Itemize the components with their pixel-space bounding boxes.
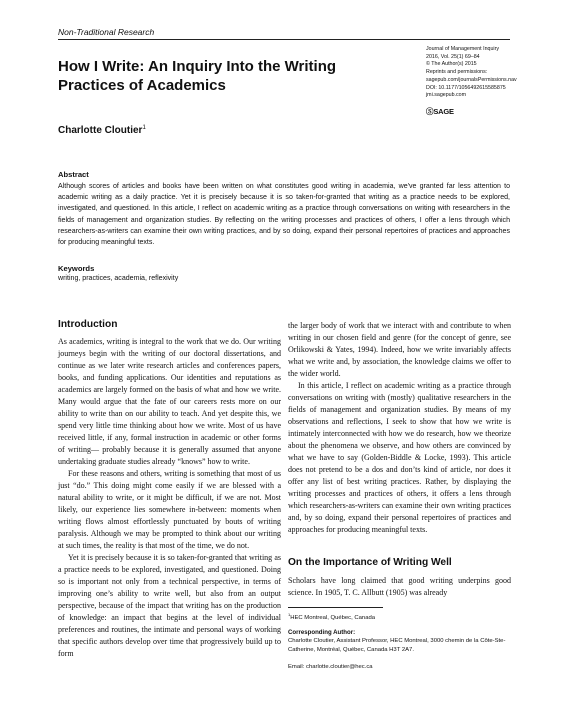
sage-logo [426, 106, 454, 117]
sage-logo-icon: Ⓢ [426, 107, 434, 116]
journal-info-line: 2016, Vol. 25(1) 69–84 [426, 53, 480, 60]
keywords-heading: Keywords [58, 264, 95, 273]
corresponding-author-heading: Corresponding Author: [288, 629, 356, 636]
journal-info-line: © The Author(s) 2015 [426, 61, 477, 68]
journal-info-line: Journal of Management Inquiry [426, 46, 500, 52]
right-column [288, 320, 511, 536]
corresponding-author-text: Charlotte Cloutier, Assistant Professor, HEC Montreal, 3000 chemin de la Côte-Ste-Catherine, Montréal, Québec, Canada H3T 2A7. [288, 638, 506, 653]
affiliation [288, 612, 375, 621]
introduction-heading: Introduction [58, 319, 118, 330]
journal-info-line: Reprints and permissions: [426, 69, 488, 76]
body-paragraph: the larger body of work that we interact with and contribute to when writing in our chosen field and genre (for the concept of genre, see Orlikowski & Yates, 1994). Indeed, how we write invariably affects what we write and, by association, the knowledge claims we offer to the wider world. [288, 321, 511, 378]
header-divider [58, 39, 510, 40]
left-column [58, 336, 281, 660]
abstract-text: Although scores of articles and books have been written on what constitutes good writing in academia, we've granted far less attention to academic writing as a daily practice. Yet it is precisely because it is so taken-for-granted that writing as a practice needs to be explored, investigated, and questioned. In this article, I reflect on academic writing as a practice through conversations on writing with researchers in the fields of management and organization studies. By reflecting on the writing processes and practices of others, I offer a lens through which researchers-as-writers can examine their own writing practices, and by so doing, expand their personal repertoires of practices and approaches for producing meaningful texts. [58, 183, 510, 247]
section-label: Non-Traditional Research [58, 27, 155, 37]
author-name-text: Charlotte Cloutier [58, 125, 143, 136]
journal-info [426, 46, 546, 100]
body-paragraph: In this article, I reflect on academic writing as a practice through conversations on writing with (mostly) qualitative researchers in the fields of management and organization studies. By means of my observations and reflections, I seek to show that how we write is intimately interconnected with how we do research, how we theorize about the phenomena we observe, and how others are convinced by what we have to say (Golden-Biddle & Locke, 1993). This article does not pretend to be a dos and don’ts kind of article, nor does it offer any list of best writing practices. Rather, by displaying the writing processes and practices of others, it offers a lens through which researchers-as-writers can examine their own writing practices and, by so doing, expand their personal repertoires of practices and approaches for producing meaningful texts. [288, 381, 511, 534]
body-paragraph: Yet it is precisely because it is so taken-for-granted that writing as a practice needs to be explored, investigated, and questioned. Doing so is important not only from a technical perspective, in terms of improving one’s ability to write well, but also from an output perspective, because of the impact that writing has on the production of knowledge: an impact that begins at the level of individual preferences and routines, the intimate and personal ways of working that specific authors develop over time that progressively build up to form [58, 553, 281, 658]
body-paragraph: As academics, writing is integral to the work that we do. Our writing journeys begin with the writing of our doctoral dissertations, and continue as we later write research articles and conferences papers, books, and funding applications. Our identities and reputations as academics are largely formed on the basis of what and how we write. Many would argue that the fate of our careers rests more on our ability to write than on our ability to teach. And yet despite this, we spend very little time thinking about how we write. Most of us have received little, if any, formal instruction in academic or other forms of writing— probably because it is generally assumed that anyone undertaking graduate studies already “knows” how to write. [58, 337, 281, 466]
body-paragraph: For these reasons and others, writing is something that most of us just “do.” This doing might come easily if we are blessed with a natural ability to write, or it might be difficult, if we are not. Most likely, our experience lies somewhere in-between: moments when writing flows almost effortlessly punctuated by bouts of writing paralysis. Although we may be prompted to think about our writing at such times, the reality is that most of the time, we do not. [58, 469, 281, 550]
article-title: How I Write: An Inquiry Into the Writing Practices of Academics [58, 58, 337, 94]
affiliation-text: HEC Montreal, Québec, Canada [290, 615, 376, 621]
author-affiliation-marker: 1 [142, 125, 146, 131]
keywords-text: writing, practices, academia, reflexivity [58, 275, 179, 282]
importance-heading: On the Importance of Writing Well [288, 557, 452, 568]
author-name [58, 125, 146, 136]
journal-info-line: sagepub.com/journalsPermissions.nav [426, 76, 517, 83]
affiliation-marker: 1 [288, 612, 291, 617]
sage-logo-text: SAGE [433, 107, 454, 116]
corresponding-email: Email: charlotte.cloutier@hec.ca [288, 664, 373, 670]
body-paragraph: Scholars have long claimed that good writing underpins good science. In 1905, T. C. Allbutt (1905) was already [288, 576, 511, 597]
footnote-divider [288, 607, 383, 608]
journal-info-line: jmi.sagepub.com [426, 92, 467, 99]
abstract-heading: Abstract [58, 170, 89, 179]
journal-info-line: DOI: 10.1177/1056492615585875 [426, 84, 506, 91]
